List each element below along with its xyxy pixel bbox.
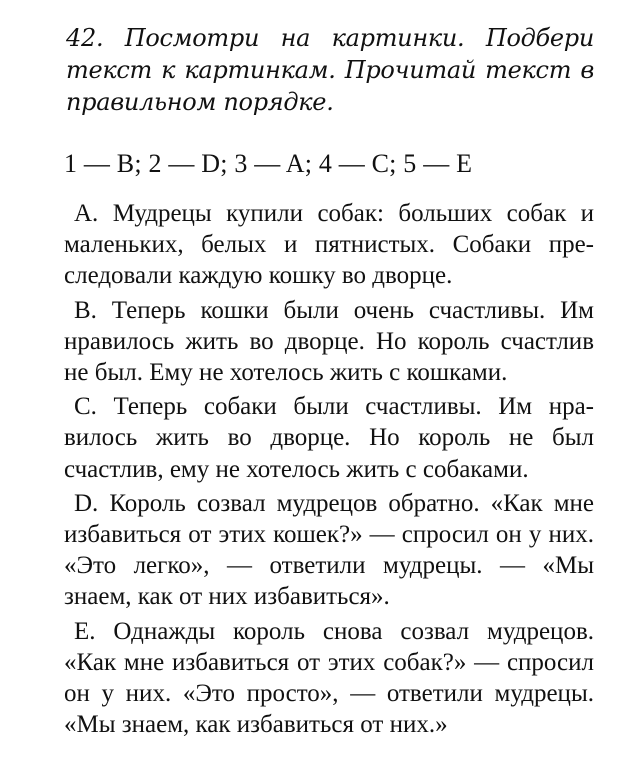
answer-key: 1 — B; 2 — D; 3 — A; 4 — C; 5 — E [64,149,473,178]
paragraph-a-text: A. Мудрецы купили собак: больших собак и маленьких, белых и пятнистых. Собаки преследовали каждую кошку во дворце. [64,200,594,290]
paragraph-c [64,391,594,485]
paragraph-d-text: D. Король созвал мудрецов обратно. «Как мне избавиться от этих кошек?» — спросил он у них. «Это легко», — ответили мудрецы. — «Мы знаем, как от них избавиться». [64,489,594,611]
paragraph-b-text: B. Теперь кошки были очень счастливы. Им нравилось жить во дворце. Но король счастлив не был. Ему не хотелось жить с кошками. [64,296,594,387]
paragraph-b [64,295,594,389]
paragraph-e-text: E. Однажды король снова созвал мудрецов. «Как мне избавиться от этих собак?» — спросил он у них. «Это просто», — ответили мудрецы. «Мы знаем, как избавиться от них.» [64,617,594,739]
story-text [64,198,594,743]
paragraph-a [64,198,594,292]
task-instruction: 42. Посмотри на картинки. Подбери текст к картинкам. Прочитай текст в правильном порядке. [66,24,594,116]
paragraph-d [64,488,594,613]
paragraph-c-text: C. Теперь собаки были счастливы. Им нравилось жить во дворце. Но король не был счастлив, ему не хотелось жить с собаками. [64,393,594,483]
paragraph-e [64,616,594,741]
